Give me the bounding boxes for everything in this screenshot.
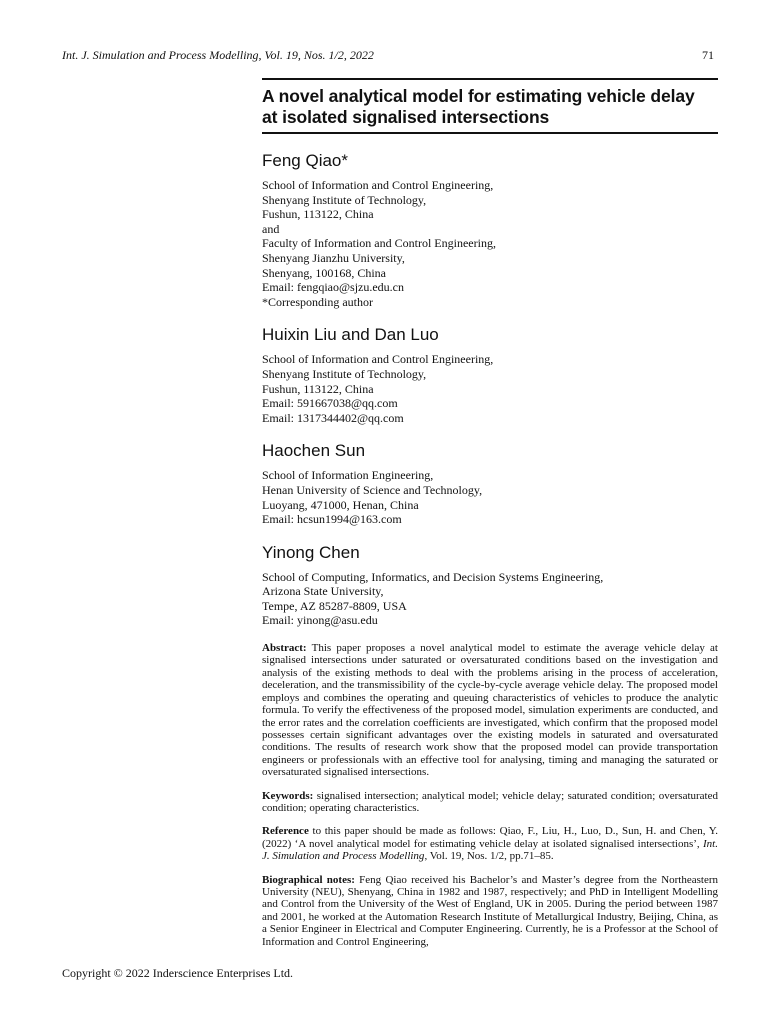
running-header <box>62 48 714 63</box>
keywords <box>262 790 718 815</box>
reference-journal: Int. J. Simulation and Process Modelling <box>262 837 718 863</box>
article-body <box>262 78 718 959</box>
affiliation-line: Shenyang Jianzhu University, <box>262 250 405 265</box>
biographical-notes <box>262 874 718 948</box>
title-line-2: at isolated signalised intersections <box>262 107 550 127</box>
copyright-notice: Copyright © 2022 Inderscience Enterprises Ltd. <box>62 966 294 980</box>
title-top-rule <box>262 78 718 80</box>
author-name: Feng Qiao* <box>262 151 348 170</box>
author-name: Haochen Sun <box>262 441 366 461</box>
abstract <box>262 642 718 778</box>
author-block-4 <box>262 543 718 628</box>
affiliation-line: Fushun, 113122, China <box>262 381 374 396</box>
author-affiliation <box>262 178 718 309</box>
affiliation-line: and <box>262 221 280 236</box>
author-block-2 <box>262 325 718 425</box>
reference-label: Reference <box>262 825 309 838</box>
page-number: 71 <box>702 48 714 62</box>
reference <box>262 825 718 862</box>
keywords-label: Keywords: <box>262 789 314 802</box>
reference-text: to this paper should be made as follows: Qiao, F., Liu, H., Luo, D., Sun, H. and Chen, Y. (2022) ‘A novel analytical model for estimating vehicle delay at isolated signalised intersections’, <box>262 825 718 850</box>
reference-volume: , Vol. 19, Nos. 1/2, pp.71–85. <box>424 850 554 863</box>
author-block-3 <box>262 441 718 526</box>
author-email: Email: 591667038@qq.com <box>262 396 398 411</box>
author-name: Huixin Liu and Dan Luo <box>262 325 439 345</box>
affiliation-line: Henan University of Science and Technology, <box>262 482 483 497</box>
abstract-label: Abstract: <box>262 642 307 655</box>
title-bottom-rule <box>262 132 718 134</box>
abstract-text: This paper proposes a novel analytical model to estimate the average vehicle delay at signalised intersections under saturated or oversaturated conditions based on the investigation and analysis of the existing methods to deal with the problems arising in the process of acceleration, deceleration, and the transmissibility of the cycle-by-cycle average vehicle delay. The proposed model employs and combines the operating and queuing characteristics of vehicles to produce the analytic formula. To verify the effectiveness of the proposed model, simulation experiments are conducted, and the error rates and the correlation coefficients are investigated, which confirm that the proposed model possesses certain significant advantages over the existing models in saturated and oversaturated conditions. The results of research work show that the proposed model can provide transportation engineers or professionals with an effective tool for analysing, timing and managing the saturated or oversaturated signalised intersections. <box>262 642 718 779</box>
affiliation-line: Shenyang Institute of Technology, <box>262 192 427 207</box>
keywords-text: signalised intersection; analytical model; vehicle delay; saturated condition; oversaturated condition; operating characteristics. <box>262 789 718 814</box>
author-email: Email: hcsun1994@163.com <box>262 512 402 527</box>
affiliation-line: School of Information and Control Engineering, <box>262 178 494 192</box>
affiliation-line: Faculty of Information and Control Engineering, <box>262 236 496 251</box>
title-line-1: A novel analytical model for estimating vehicle delay <box>262 86 695 106</box>
affiliation-line: Arizona State University, <box>262 584 384 599</box>
article-title <box>262 86 718 128</box>
affiliation-line: Tempe, AZ 85287-8809, USA <box>262 598 407 613</box>
affiliation-line: Shenyang, 100168, China <box>262 265 386 280</box>
author-block-1 <box>262 151 718 309</box>
author-affiliation <box>262 570 718 628</box>
author-email: Email: yinong@asu.edu <box>262 613 378 628</box>
author-name: Yinong Chen <box>262 542 360 562</box>
author-email: Email: 1317344402@qq.com <box>262 410 404 425</box>
corresponding-author-note: *Corresponding author <box>262 294 373 309</box>
author-affiliation <box>262 468 718 526</box>
affiliation-line: Fushun, 113122, China <box>262 207 374 222</box>
author-email: Email: fengqiao@sjzu.edu.cn <box>262 280 405 295</box>
affiliation-line: School of Information Engineering, <box>262 468 434 483</box>
bio-label: Biographical notes: <box>262 873 355 886</box>
author-affiliation <box>262 352 718 425</box>
affiliation-line: School of Computing, Informatics, and Decision Systems Engineering, <box>262 569 604 584</box>
affiliation-line: Luoyang, 471000, Henan, China <box>262 497 419 512</box>
bio-text: Feng Qiao received his Bachelor’s and Master’s degree from the Northeastern University (NEU), Shenyang, China in 1982 and 1987, respectively; and PhD in Intelligent Modelling and Control from the University of the West of England, UK in 2005. During the period between 1987 and 2001, he worked at the Automation Research Institute of Metallurgical Industry, Beijing, China, as a Senior Engineer in Electrical and Computer Engineering. Currently, he is a Professor at the School of Information and Control Engineering, <box>262 873 719 948</box>
journal-citation: Int. J. Simulation and Process Modelling, Vol. 19, Nos. 1/2, 2022 <box>62 48 374 62</box>
affiliation-line: School of Information and Control Engineering, <box>262 352 494 367</box>
affiliation-line: Shenyang Institute of Technology, <box>262 366 427 381</box>
